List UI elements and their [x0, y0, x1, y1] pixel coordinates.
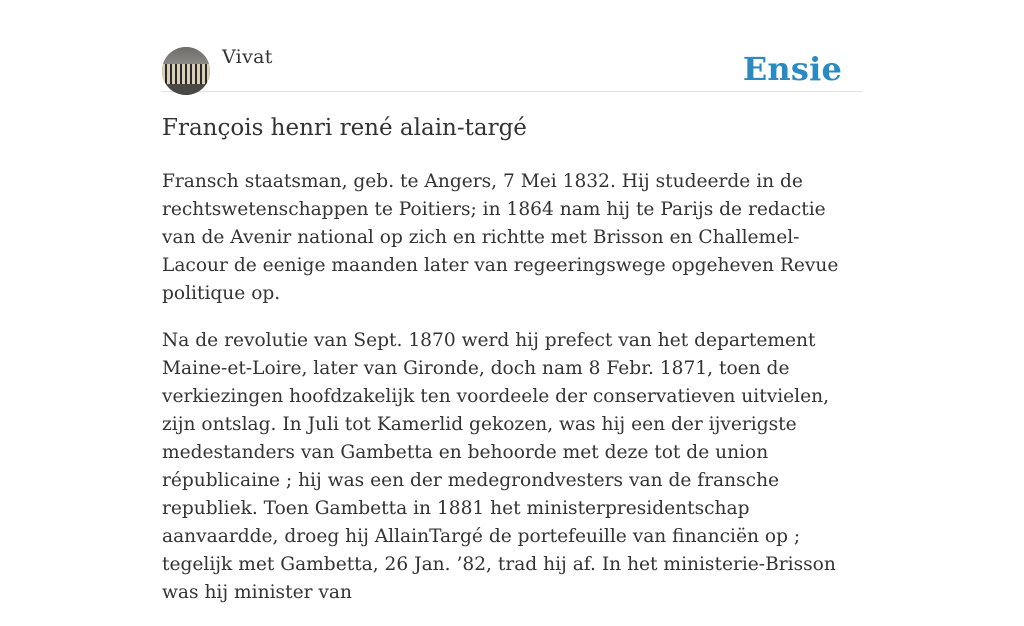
- brand-logo[interactable]: Ensie: [742, 50, 842, 88]
- article-body: [162, 168, 862, 626]
- header: [162, 0, 862, 92]
- page-title: François henri rené alain-targé: [162, 115, 527, 141]
- article-paragraph: Na de revolutie van Sept. 1870 werd hij prefect van het departement Maine-et-Loire, later van Gironde, doch nam 8 Febr. 1871, toen de verkiezingen hoofdzakelijk ten voordeele der conservatieven uitvielen, zijn ontslag. In Juli tot Kamerlid gekozen, was hij een der ijverigste medestanders van Gambetta en behoorde met deze tot de union républicaine ; hij was een der medegrondvesters van de fransche republiek. Toen Gambetta in 1881 het ministerpresidentschap aanvaardde, droeg hij AllainTargé de portefeuille van financiën op ; tegelijk met Gambetta, 26 Jan. ’82, trad hij af. In het ministerie-Brisson was hij minister van: [162, 330, 836, 603]
- author-name[interactable]: Vivat: [222, 46, 273, 68]
- article-paragraph: Fransch staatsman, geb. te Angers, 7 Mei 1832. Hij studeerde in de rechtswetenschappen te Poitiers; in 1864 nam hij te Parijs de redactie van de Avenir national op zich en richtte met Brisson en Challemel-Lacour de eenige maanden later van regeeringswege opgeheven Revue politique op.: [162, 171, 839, 304]
- avatar-bookshelf-books: [162, 64, 210, 84]
- avatar-bookshelf-top: [162, 47, 210, 65]
- page: [162, 0, 862, 603]
- avatar-bookshelf-bottom: [162, 84, 210, 95]
- avatar[interactable]: [162, 47, 210, 95]
